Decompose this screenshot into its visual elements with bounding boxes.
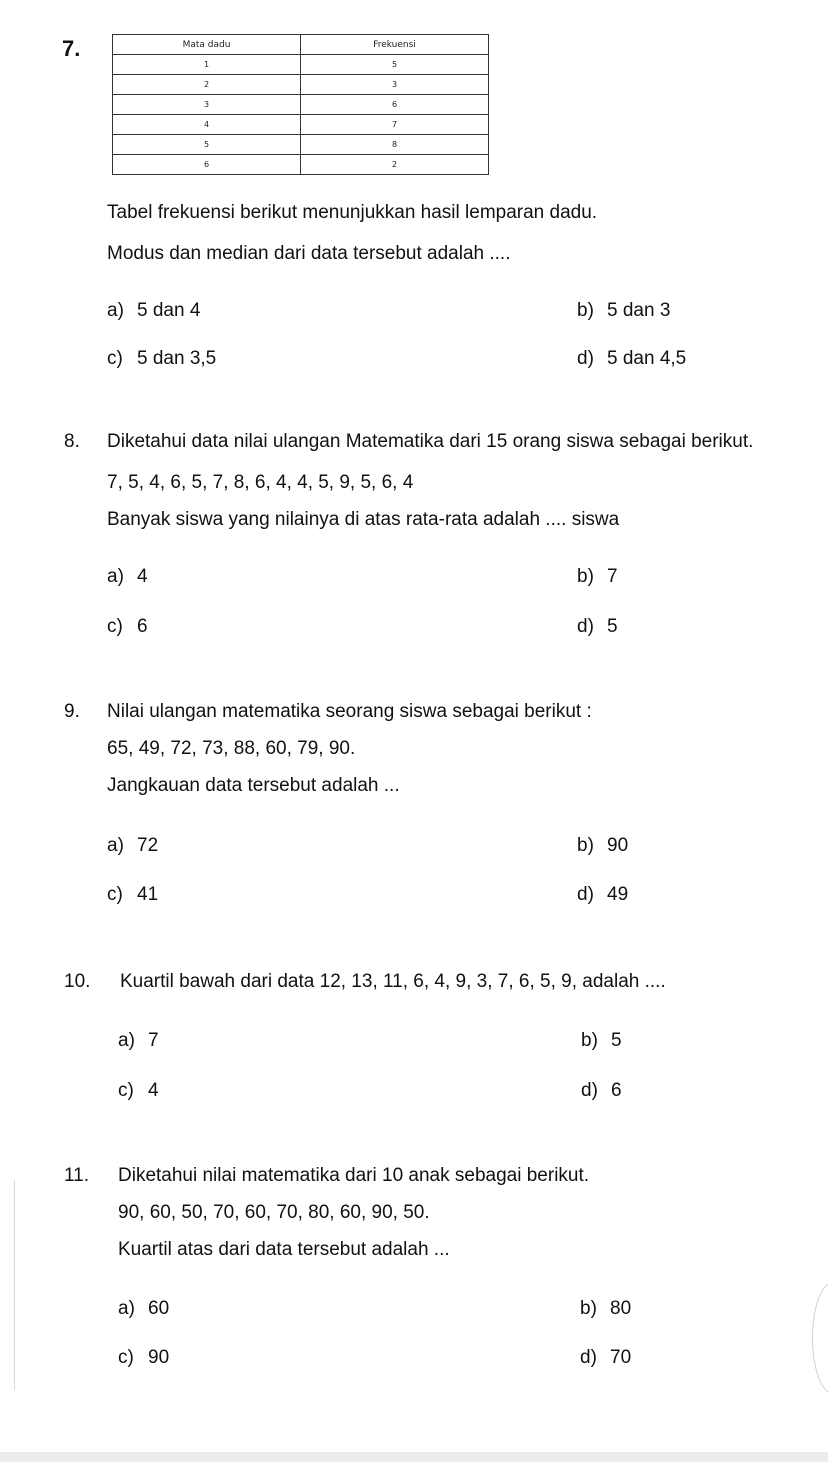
option-text: 90 [607, 835, 629, 856]
table-cell: 5 [301, 55, 489, 75]
q9-option-c[interactable] [107, 884, 158, 906]
option-label: d) [580, 1347, 597, 1368]
option-text: 5 dan 4,5 [607, 348, 687, 369]
option-text: 72 [137, 835, 159, 856]
option-label: d) [577, 348, 594, 369]
question-10-number: 10. [64, 971, 91, 992]
table-cell: 4 [113, 115, 301, 135]
option-text: 4 [137, 566, 148, 587]
question-8-text: Diketahui data nilai ulangan Matematika dari 15 orang siswa sebagai berikut. [107, 431, 754, 452]
q8-option-b[interactable] [577, 566, 618, 588]
table-header-frekuensi: Frekuensi [301, 35, 489, 55]
table-cell: 7 [301, 115, 489, 135]
option-text: 7 [148, 1030, 159, 1051]
table-cell: 2 [301, 155, 489, 175]
question-11-prompt: Kuartil atas dari data tersebut adalah ... [118, 1239, 450, 1260]
question-9-prompt: Jangkauan data tersebut adalah ... [107, 775, 400, 796]
option-label: d) [581, 1080, 598, 1101]
q10-option-c[interactable] [118, 1080, 159, 1102]
table-cell: 6 [113, 155, 301, 175]
table-row [113, 155, 489, 175]
question-9-text: Nilai ulangan matematika seorang siswa sebagai berikut : [107, 701, 592, 722]
option-text: 5 [611, 1030, 622, 1051]
option-label: b) [577, 835, 594, 856]
option-label: b) [580, 1298, 597, 1319]
option-text: 6 [137, 616, 148, 637]
table-header-mata-dadu: Mata dadu [113, 35, 301, 55]
option-text: 5 dan 3 [607, 300, 671, 321]
question-10-text: Kuartil bawah dari data 12, 13, 11, 6, 4, 9, 3, 7, 6, 5, 9, adalah .... [120, 971, 666, 992]
option-label: b) [581, 1030, 598, 1051]
q9-option-b[interactable] [577, 835, 628, 857]
option-text: 4 [148, 1080, 159, 1101]
option-text: 60 [148, 1298, 170, 1319]
q11-option-a[interactable] [118, 1298, 169, 1320]
question-11-data: 90, 60, 50, 70, 60, 70, 80, 60, 90, 50. [118, 1202, 430, 1223]
option-text: 70 [610, 1347, 632, 1368]
table-cell: 1 [113, 55, 301, 75]
option-text: 7 [607, 566, 618, 587]
option-label: c) [107, 884, 123, 905]
q9-option-d[interactable] [577, 884, 628, 906]
table-row [113, 95, 489, 115]
q11-option-d[interactable] [580, 1347, 631, 1369]
option-label: d) [577, 884, 594, 905]
question-8-prompt: Banyak siswa yang nilainya di atas rata-rata adalah .... siswa [107, 509, 620, 530]
question-9-number: 9. [64, 701, 80, 722]
option-label: c) [107, 348, 123, 369]
table-cell: 3 [113, 95, 301, 115]
question-7-number: 7. [62, 36, 81, 61]
option-text: 41 [137, 884, 159, 905]
question-7-prompt: Modus dan median dari data tersebut adalah .... [107, 243, 511, 264]
q7-option-a[interactable] [107, 300, 200, 322]
page-edge-curl [812, 1282, 828, 1394]
dice-frequency-table [112, 34, 489, 175]
question-9-data: 65, 49, 72, 73, 88, 60, 79, 90. [107, 738, 356, 759]
option-label: b) [577, 300, 594, 321]
option-label: c) [118, 1347, 134, 1368]
option-label: c) [118, 1080, 134, 1101]
option-label: b) [577, 566, 594, 587]
table-cell: 5 [113, 135, 301, 155]
q7-option-d[interactable] [577, 348, 686, 370]
option-text: 49 [607, 884, 629, 905]
q10-option-d[interactable] [581, 1080, 622, 1102]
option-text: 5 dan 4 [137, 300, 201, 321]
q8-option-a[interactable] [107, 566, 148, 588]
table-row [113, 135, 489, 155]
table-cell: 8 [301, 135, 489, 155]
option-label: a) [107, 300, 124, 321]
option-label: c) [107, 616, 123, 637]
question-11-number: 11. [64, 1165, 90, 1186]
option-label: a) [118, 1030, 135, 1051]
q7-option-c[interactable] [107, 348, 216, 370]
table-row [113, 75, 489, 95]
table-row [113, 55, 489, 75]
table-cell: 6 [301, 95, 489, 115]
q11-option-b[interactable] [580, 1298, 631, 1320]
option-label: a) [107, 835, 124, 856]
option-text: 5 dan 3,5 [137, 348, 217, 369]
option-text: 90 [148, 1347, 170, 1368]
option-text: 6 [611, 1080, 622, 1101]
left-margin-rule [14, 1180, 15, 1390]
table-cell: 2 [113, 75, 301, 95]
question-7-text: Tabel frekuensi berikut menunjukkan hasil lemparan dadu. [107, 202, 598, 223]
option-label: d) [577, 616, 594, 637]
question-8-number: 8. [64, 431, 80, 452]
option-text: 5 [607, 616, 618, 637]
option-text: 80 [610, 1298, 632, 1319]
q10-option-b[interactable] [581, 1030, 622, 1052]
table-row [113, 115, 489, 135]
option-label: a) [118, 1298, 135, 1319]
q10-option-a[interactable] [118, 1030, 159, 1052]
q7-option-b[interactable] [577, 300, 670, 322]
question-8-data: 7, 5, 4, 6, 5, 7, 8, 6, 4, 4, 5, 9, 5, 6, 4 [107, 472, 414, 493]
q11-option-c[interactable] [118, 1347, 169, 1369]
bottom-bar [0, 1452, 828, 1462]
q8-option-d[interactable] [577, 616, 618, 638]
table-cell: 3 [301, 75, 489, 95]
q9-option-a[interactable] [107, 835, 158, 857]
option-label: a) [107, 566, 124, 587]
question-11-text: Diketahui nilai matematika dari 10 anak sebagai berikut. [118, 1165, 590, 1186]
q8-option-c[interactable] [107, 616, 148, 638]
